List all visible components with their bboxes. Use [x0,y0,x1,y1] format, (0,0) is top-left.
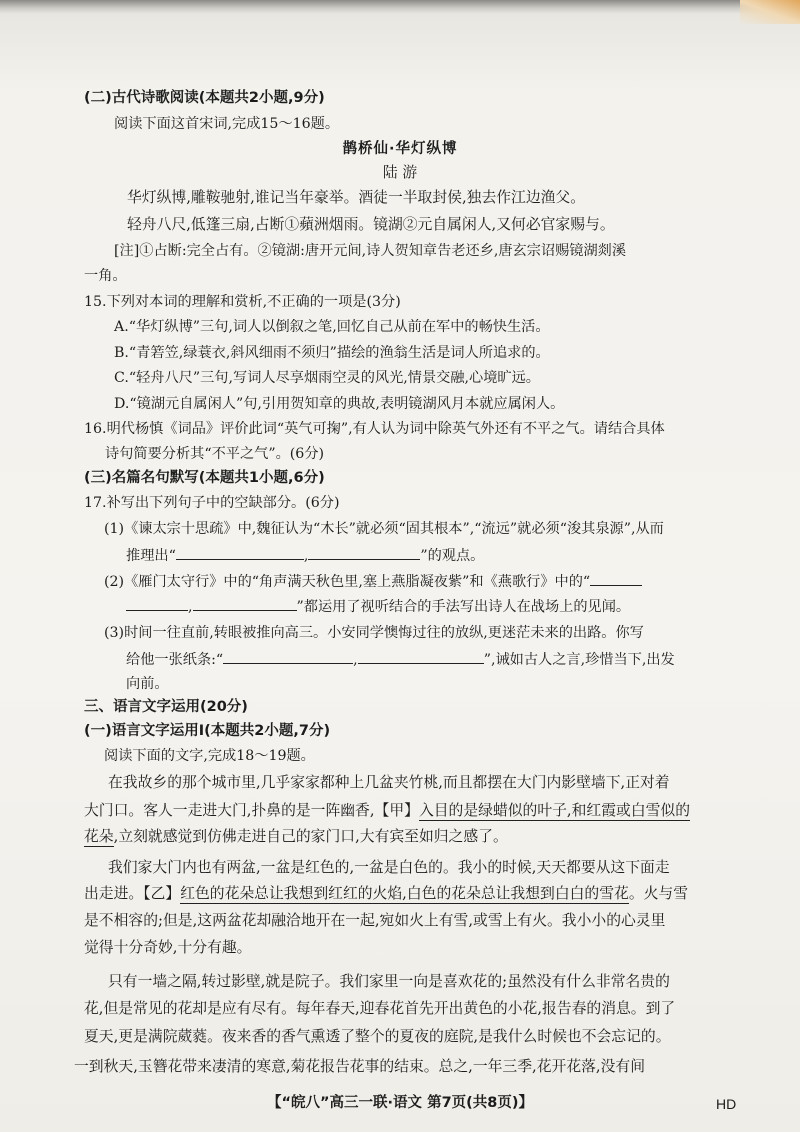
page-corner-stain [740,0,800,24]
q17-3-suffix: ”,诫如古人之言,珍惜当下,出发 [483,652,675,668]
question-17: 17.补写出下列句子中的空缺部分。(6分) [84,495,340,511]
passage-p3-line-2: 花,但是常见的花却是应有尽有。每年春天,迎春花首先开出黄色的小花,报告春的消息。到了 [84,1000,676,1017]
q17-1-suffix: ”的观点。 [420,548,485,564]
passage-p1-line-3 [84,827,508,847]
q17-3-separator: , [353,652,358,668]
p1-text: 大门口。客人一走进大门,扑鼻的是一阵幽香,【甲】 [84,802,419,819]
poem-line-2: 轻舟八尺,低篷三扇,占断①蘋洲烟雨。镜湖②元自属闲人,又何必官家赐与。 [127,216,615,233]
hd-mark: HD [716,1096,737,1112]
q15-option-b: B.“青箬笠,绿蓑衣,斜风细雨不须归”描绘的渔翁生活是词人所追求的。 [114,345,550,361]
p2-text-end: 。火与雪 [628,885,689,902]
passage-p3-line-1: 只有一墙之隔,转过影壁,就是院子。我们家里一向是喜欢花的;虽然没有什么非常名贵的 [108,973,670,990]
section-2-intro: 阅读下面这首宋词,完成15～16题。 [114,116,340,132]
passage-p2-line-3: 是不相容的;但是,这两盆花却融洽地开在一起,宛如火上有雪,或雪上有火。我小小的心灵里 [84,912,666,929]
poem-line-1: 华灯纵博,雕鞍驰射,谁记当年豪举。酒徒一半取封侯,独去作江边渔父。 [127,189,586,206]
q17-3-prefix: 给他一张纸条:“ [126,652,224,668]
passage-p2-line-1: 我们家大门内也有两盆,一盆是红色的,一盆是白色的。我小的时候,天天都要从这下面走 [108,859,670,876]
section-2-title: (二)古代诗歌阅读(本题共2小题,9分) [84,90,325,106]
question-15: 15.下列对本词的理解和赏析,不正确的一项是(3分) [84,294,401,310]
underlined-sentence-jia-end: 花朵 [84,828,114,845]
q15-option-c: C.“轻舟八尺”三句,写词人尽享烟雨空灵的风光,情景交融,心境旷远。 [114,370,540,386]
q17-2-text: (2)《雁门太守行》中的“角声满天秋色里,塞上燕脂凝夜紫”和《燕歌行》中的“ [104,574,591,590]
underlined-sentence-jia: 入目的是绿蜡似的叶子,和红霞或白雪似的 [418,802,691,819]
q17-item-3-line-2 [126,649,675,670]
q17-item-3-line-1: (3)时间一往直前,转眼被推向高三。小安同学懊悔过往的放纵,更迷茫未来的出路。你写 [104,625,644,641]
passage-p2-line-2 [84,884,688,904]
q17-2-separator: , [188,599,193,615]
subsection-1-title: (一)语言文字运用Ⅰ(本题共2小题,7分) [84,723,331,739]
answer-blank-1[interactable] [176,545,304,560]
question-16-line-1: 16.明代杨慎《词品》评价此词“英气可掬”,有人认为词中除英气外还有不平之气。请结合具体 [84,421,665,437]
page-footer: 【“皖八”高三一联·语文 第7页(共8页)】 [266,1095,534,1111]
passage-p3-line-3: 夏天,更是满院葳蕤。夜来香的香气熏透了整个的夏夜的庭院,是我什么时候也不会忘记的。 [84,1028,671,1045]
page-edge-shadow [0,0,800,14]
poem-title: 鹊桥仙·华灯纵博 [342,141,458,157]
poem-author: 陆 游 [382,164,418,181]
q17-item-3-line-3: 向前。 [126,676,169,692]
q17-item-2-line-1 [104,571,642,592]
part-3-title: 三、语言文字运用(20分) [84,699,248,715]
q17-item-1-line-2 [126,545,484,566]
underlined-sentence-yi: 红色的花朵总让我想到红红的火焰,白色的花朵总让我想到白白的雪花 [180,885,629,902]
answer-blank-4[interactable] [193,596,297,611]
p1-text-end: ,立刻就感觉到仿佛走进自己的家门口,大有宾至如归之感了。 [113,828,508,845]
q17-2-suffix: ”都运用了视听结合的手法写出诗人在战场上的见闻。 [296,599,631,615]
p2-text: 出走进。【乙】 [84,885,181,902]
q17-item-2-line-2 [126,596,630,617]
answer-blank-3b[interactable] [126,596,188,611]
q15-option-a: A.“华灯纵博”三句,词人以倒叙之笔,回忆自己从前在军中的畅快生活。 [114,319,550,335]
answer-blank-3a[interactable] [590,571,642,586]
subsection-1-intro: 阅读下面的文字,完成18～19题。 [104,748,315,764]
answer-blank-2[interactable] [308,545,420,560]
q17-1-separator: , [303,548,309,564]
passage-p1-line-1: 在我故乡的那个城市里,几乎家家都种上几盆夹竹桃,而且都摆在大门内影壁墙下,正对着 [108,774,670,791]
question-16-line-2: 诗句简要分析其“不平之气”。(6分) [105,446,325,462]
passage-p2-line-4: 觉得十分奇妙,十分有趣。 [84,939,252,956]
passage-p3-line-4: 一到秋天,玉簪花带来凄清的寒意,菊花报告花事的结束。总之,一年三季,花开花落,没有间 [74,1058,646,1075]
poem-note-line-2: 一角。 [84,268,127,284]
q15-option-d: D.“镜湖元自属闲人”句,引用贺知章的典故,表明镜湖风月本就应属闲人。 [114,396,565,412]
answer-blank-5[interactable] [223,649,353,664]
poem-note-line-1: [注]①占断:完全占有。②镜湖:唐开元间,诗人贺知章告老还乡,唐玄宗诏赐镜湖剡溪 [114,243,627,259]
q17-item-1-line-1: (1)《谏太宗十思疏》中,魏征认为“木长”就必须“固其根本”,“流远”就必须“浚其泉源”,从而 [104,521,664,537]
section-3-title: (三)名篇名句默写(本题共1小题,6分) [84,470,325,486]
passage-p1-line-2 [84,801,690,821]
answer-blank-6[interactable] [358,649,484,664]
q17-1-prefix: 推理出“ [126,548,176,564]
